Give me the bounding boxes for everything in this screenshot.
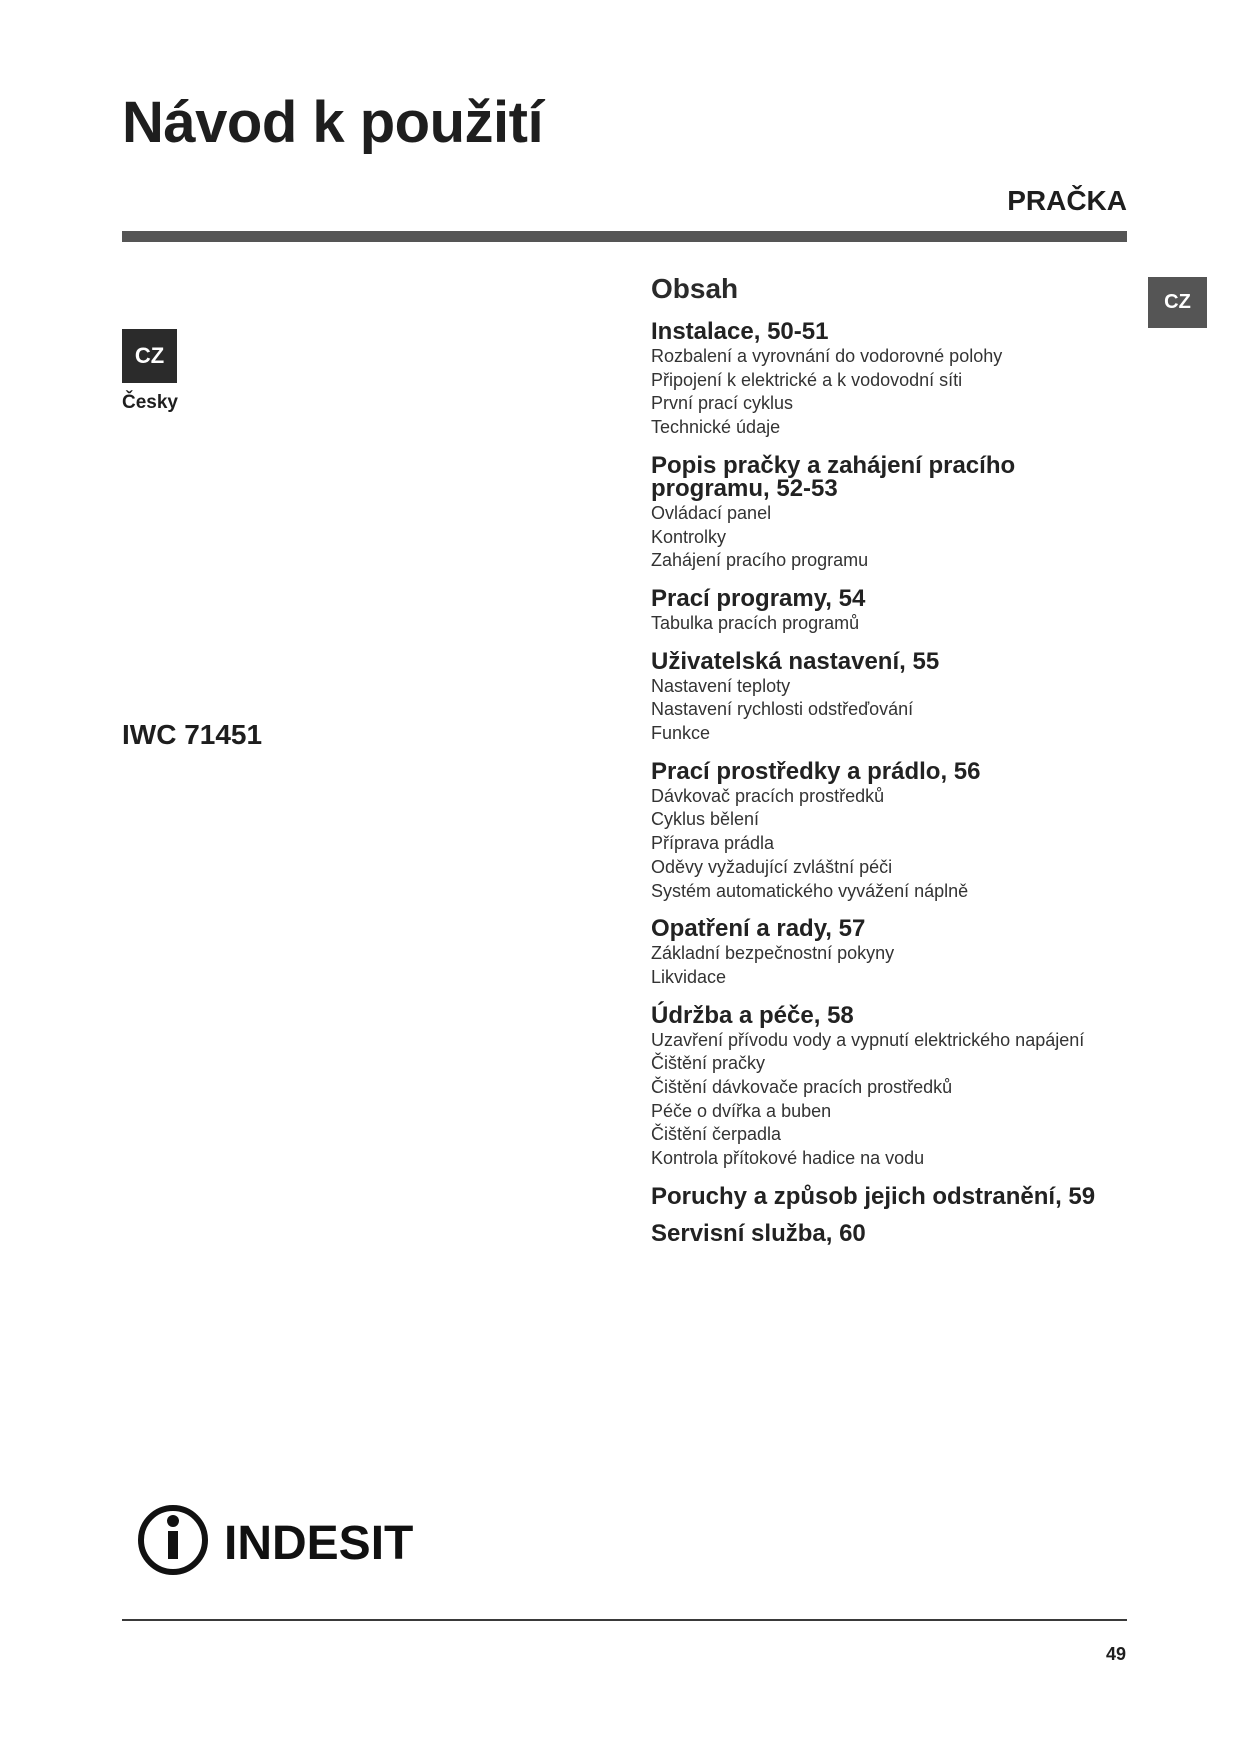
toc-section-title: Údržba a péče, 58	[651, 1001, 854, 1029]
top-divider	[122, 231, 1127, 242]
brand-logo	[138, 1500, 438, 1580]
toc-subitem: Dávkovač pracích prostředků	[651, 785, 885, 806]
toc-section	[651, 757, 1121, 904]
toc-subitem: Systém automatického vyvážení náplně	[651, 880, 969, 901]
toc-section-title: Opatření a rady, 57	[651, 915, 866, 943]
toc-subitem: Funkce	[651, 723, 711, 744]
toc-section-title: Prací programy, 54	[651, 584, 866, 612]
toc-subitem: Čištění pračky	[651, 1053, 766, 1074]
toc-section	[651, 1182, 1121, 1210]
toc-sections	[651, 320, 1121, 1245]
language-side-tab: CZ	[1148, 277, 1207, 328]
toc-subitem: Cyklus bělení	[651, 809, 760, 830]
toc-subitem: Likvidace	[651, 966, 727, 987]
toc-section	[651, 647, 1121, 746]
toc-subitem: Příprava prádla	[651, 833, 775, 854]
bottom-divider	[122, 1619, 1127, 1621]
toc-subitem-list	[651, 942, 1121, 989]
toc-subitem: Kontrola přítokové hadice na vodu	[651, 1148, 925, 1169]
toc-section-title: Prací prostředky a prádlo, 56	[651, 757, 981, 785]
toc-subitem: Uzavření přívodu vody a vypnutí elektrického napájení	[651, 1029, 1085, 1050]
toc-subitem: Připojení k elektrické a k vodovodní síti	[651, 369, 963, 390]
toc-section	[651, 1001, 1121, 1171]
toc-subitem: Technické údaje	[651, 417, 781, 438]
toc-subitem-list	[651, 345, 1121, 440]
toc-section	[651, 320, 1121, 440]
language-name: Česky	[122, 392, 178, 413]
toc-subitem: Čištění čerpadla	[651, 1124, 782, 1145]
product-type-heading: PRAČKA	[1007, 185, 1127, 216]
toc-subitem: Čištění dávkovače pracích prostředků	[651, 1077, 953, 1098]
toc-section	[651, 1219, 1121, 1247]
toc-section	[651, 584, 1121, 636]
toc-section	[651, 917, 1121, 989]
table-of-contents	[651, 268, 1121, 1259]
toc-subitem-list	[651, 785, 1121, 904]
toc-subitem: Oděvy vyžadující zvláštní péči	[651, 856, 893, 877]
toc-subitem: Nastavení rychlosti odstřeďování	[651, 699, 914, 720]
toc-subitem: Rozbalení a vyrovnání do vodorovné polohy	[651, 346, 1003, 366]
indesit-i-logo-icon	[138, 1500, 438, 1580]
toc-section-title: Servisní služba, 60	[651, 1219, 866, 1247]
toc-section-title: Popis pračky a zahájení pracího programu, 52-53	[651, 451, 1016, 502]
page-number: 49	[1105, 1644, 1126, 1664]
toc-subitem: Základní bezpečnostní pokyny	[651, 943, 895, 964]
toc-section	[651, 451, 1121, 573]
toc-subitem-list	[651, 502, 1121, 573]
toc-subitem-list	[651, 1029, 1121, 1171]
toc-subitem-list	[651, 675, 1121, 746]
page-title: Návod k použití	[122, 90, 544, 155]
toc-subitem: Kontrolky	[651, 526, 727, 547]
model-number: IWC 71451	[122, 719, 263, 750]
toc-section-title: Poruchy a způsob jejich odstranění, 59	[651, 1182, 1096, 1210]
toc-subitem: Tabulka pracích programů	[651, 612, 860, 633]
toc-subitem: Nastavení teploty	[651, 675, 791, 696]
toc-section-title: Instalace, 50-51	[651, 318, 829, 345]
toc-subitem: Zahájení pracího programu	[651, 550, 869, 571]
toc-section-title: Uživatelská nastavení, 55	[651, 647, 940, 675]
toc-title: Obsah	[651, 273, 739, 304]
toc-subitem: Péče o dvířka a buben	[651, 1100, 832, 1121]
language-badge: CZ	[122, 329, 177, 383]
toc-subitem: Ovládací panel	[651, 502, 772, 523]
toc-subitem: První prací cyklus	[651, 393, 794, 414]
toc-subitem-list	[651, 612, 1121, 636]
brand-wordmark: INDESIT	[224, 1517, 414, 1570]
